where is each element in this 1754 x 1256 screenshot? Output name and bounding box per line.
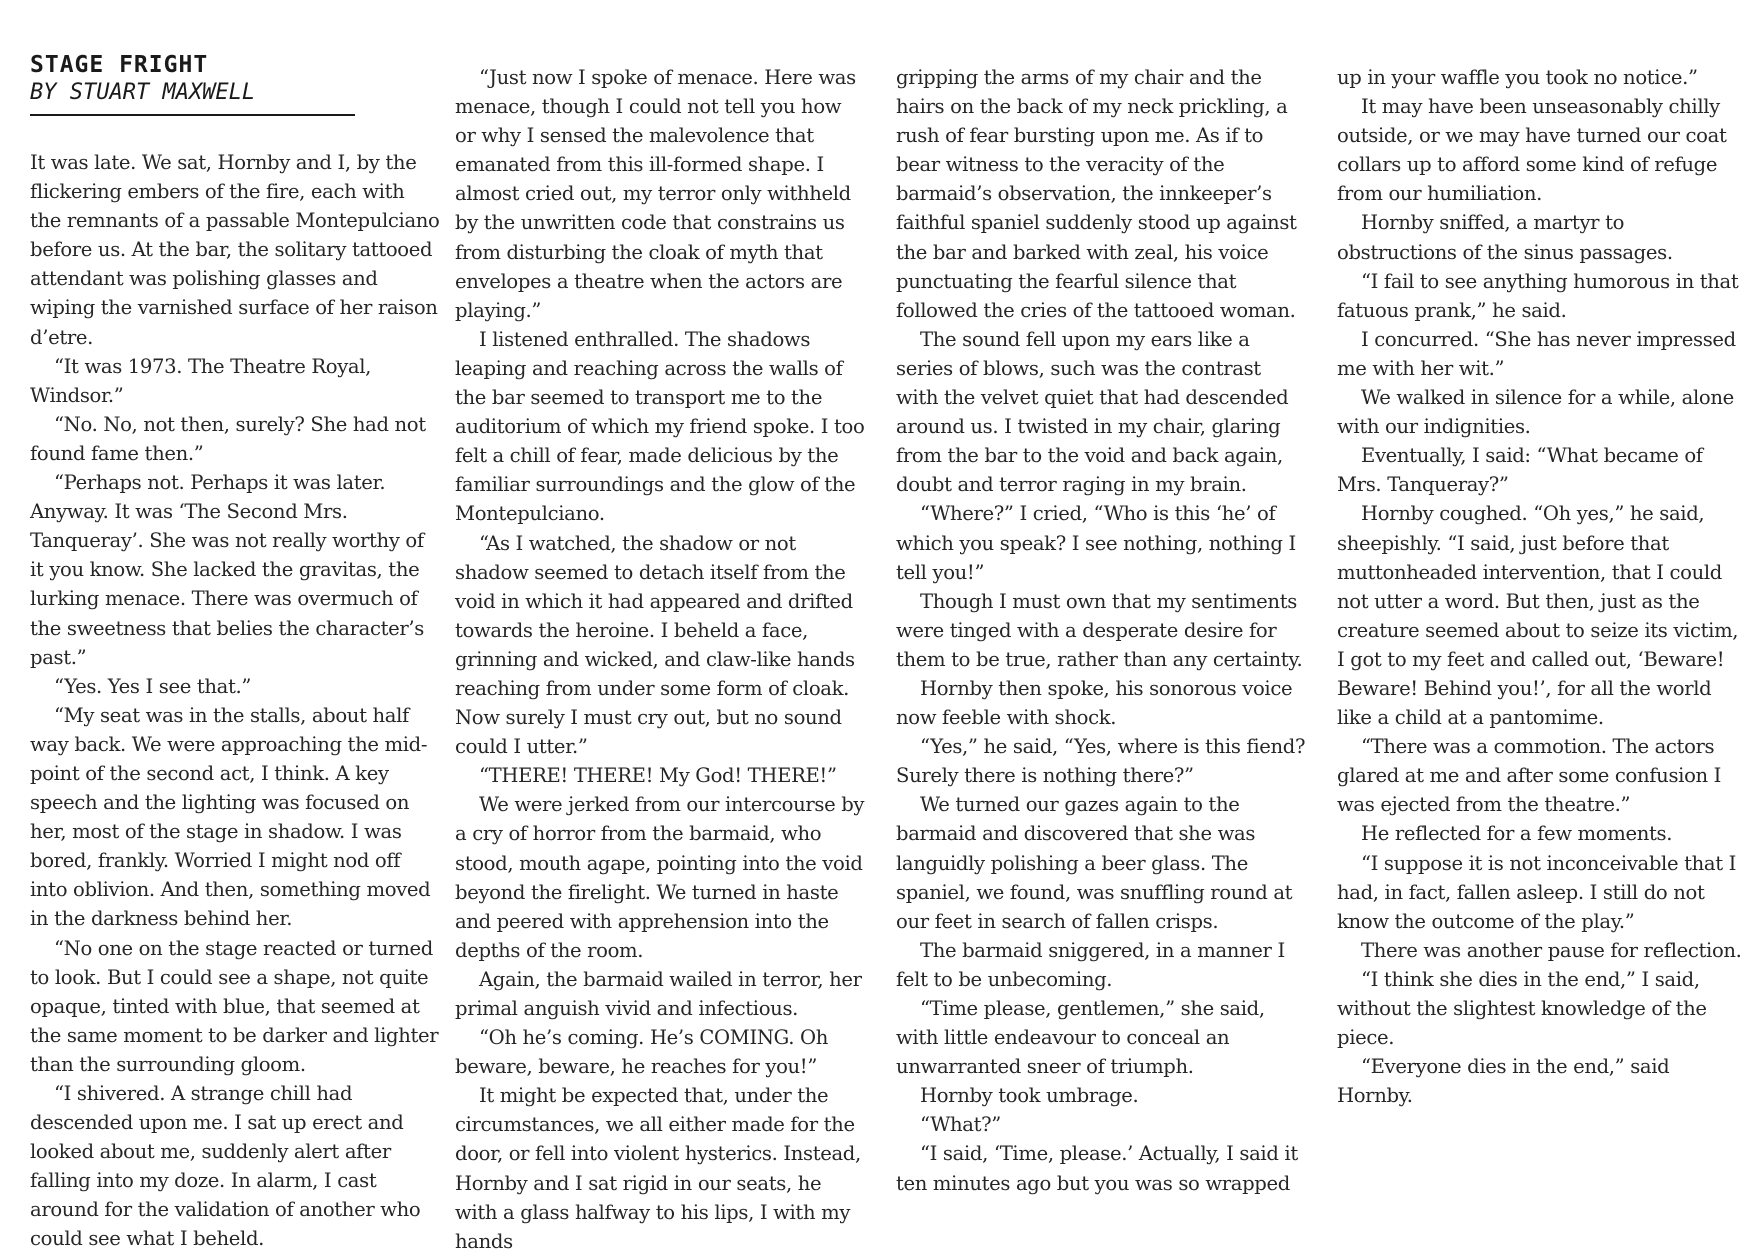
- paragraph: Again, the barmaid wailed in terror, her primal anguish vivid and infectious.: [455, 967, 862, 1020]
- paragraph: “No. No, not then, surely? She had not found fame then.”: [30, 412, 426, 465]
- header-rule: [30, 114, 355, 116]
- paragraph: “I think she dies in the end,” I said, without the slightest knowledge of the piece.: [1337, 967, 1707, 1050]
- paragraph: “I said, ‘Time, please.’ Actually, I said it ten minutes ago but you was so wrapped: [896, 1142, 1298, 1195]
- paragraph: It may have been unseasonably chilly outside, or we may have turned our coat collars up to afford some kind of refuge from our humiliation.: [1337, 95, 1727, 206]
- paragraph: I concurred. “She has never impressed me with her wit.”: [1337, 327, 1736, 380]
- text-column-4: [1337, 63, 1742, 1110]
- paragraph: We turned our gazes again to the barmaid and discovered that she was languidly polishing a beer glass. The spaniel, we found, was snuffling round at our feet in search of fallen crisps.: [896, 793, 1293, 933]
- paragraph: “Oh he’s coming. He’s COMING. Oh beware, beware, he reaches for you!”: [455, 1026, 828, 1079]
- paragraph: “No one on the stage reacted or turned to look. But I could see a shape, not quite opaque, tinted with blue, that seemed at the same moment to be darker and lighter than the surrounding gloom.: [30, 936, 439, 1076]
- paragraph: I listened enthralled. The shadows leaping and reaching across the walls of the bar seemed to transport me to the auditorium of which my friend spoke. I too felt a chill of fear, made delicious by the familiar surroundings and the glow of the Montepulciano.: [455, 327, 865, 526]
- paragraph: “It was 1973. The Theatre Royal, Windsor.”: [30, 354, 372, 407]
- paragraph: Hornby coughed. “Oh yes,” he said, sheepishly. “I said, just before that muttonheaded intervention, that I could not utter a word. But then, just as the creature seemed about to seize its victim, I got to my feet and called out, ‘Beware! Beware! Behind you!’, for all the world like a child at a pantomime.: [1337, 502, 1739, 730]
- paragraph: There was another pause for reflection.: [1361, 938, 1742, 962]
- paragraph: Hornby sniffed, a martyr to obstructions of the sinus passages.: [1337, 211, 1673, 264]
- paragraph: “My seat was in the stalls, about half way back. We were approaching the mid-point of the second act, I think. A key speech and the lighting was focused on her, most of the stage in shadow. I was bored, frankly. Worried I might nod off into oblivion. And then, something moved in the darkness behind her.: [30, 703, 431, 931]
- paragraph: “I suppose it is not inconceivable that I had, in fact, fallen asleep. I still do not know the outcome of the play.”: [1337, 851, 1737, 933]
- paragraph: gripping the arms of my chair and the hairs on the back of my neck prickling, a rush of fear bursting upon me. As if to bear witness to the veracity of the barmaid’s observation, the innkeeper’s faithful spaniel suddenly stood up against the bar and barked with zeal, his voice punctuating the fearful silence that followed the cries of the tattooed woman.: [896, 66, 1297, 322]
- paragraph: up in your waffle you took no notice.”: [1337, 66, 1698, 89]
- paragraph: “Where?” I cried, “Who is this ‘he’ of which you speak? I see nothing, nothing I tell you!”: [896, 502, 1296, 584]
- text-column-2: [455, 63, 865, 1256]
- paragraph: Hornby took umbrage.: [920, 1084, 1139, 1108]
- paragraph: “Yes,” he said, “Yes, where is this fiend? Surely there is nothing there?”: [896, 735, 1306, 788]
- paragraph: “As I watched, the shadow or not shadow seemed to detach itself from the void in which it had appeared and drifted towards the heroine. I beheld a face, grinning and wicked, and claw-like hands reaching from under some form of cloak. Now surely I must cry out, but no sound could I utter.”: [455, 531, 855, 759]
- paragraph: The sound fell upon my ears like a series of blows, such was the contrast with the velvet quiet that had descended around us. I twisted in my chair, glaring from the bar to the void and back again, doubt and terror raging in my brain.: [896, 327, 1289, 497]
- paragraph: “Yes. Yes I see that.”: [54, 674, 252, 698]
- paragraph: He reflected for a few moments.: [1361, 822, 1673, 846]
- paragraph: “Time please, gentlemen,” she said, with little endeavour to conceal an unwarranted sneer of triumph.: [896, 997, 1265, 1079]
- article-header: [30, 51, 360, 116]
- text-column-1: [30, 148, 440, 1254]
- paragraph: Hornby then spoke, his sonorous voice now feeble with shock.: [896, 676, 1293, 730]
- paragraph: It was late. We sat, Hornby and I, by the flickering embers of the fire, each with the remnants of a passable Montepulciano before us. At the bar, the solitary tattooed attendant was polishing glasses and wiping the varnished surface of her raison d’etre.: [30, 151, 440, 349]
- paragraph: The barmaid sniggered, in a manner I felt to be unbecoming.: [896, 938, 1285, 991]
- paragraph: “What?”: [920, 1113, 1001, 1137]
- paragraph: We walked in silence for a while, alone with our indignities.: [1337, 386, 1734, 439]
- paragraph: Eventually, I said: “What became of Mrs. Tanqueray?”: [1337, 444, 1703, 497]
- paragraph: “I fail to see anything humorous in that fatuous prank,” he said.: [1337, 269, 1739, 322]
- paragraph: “Just now I spoke of menace. Here was menace, though I could not tell you how or why I sensed the malevolence that emanated from this ill-formed shape. I almost cried out, my terror only withheld by the unwritten code that constrains us from disturbing the cloak of myth that envelopes a theatre when the actors are playing.”: [455, 66, 856, 322]
- paragraph: “THERE! THERE! My God! THERE!”: [479, 764, 837, 788]
- paragraph: “I shivered. A strange chill had descended upon me. I sat up erect and looked about me, suddenly alert after falling into my doze. In alarm, I cast around for the validation of another who could see what I beheld.: [30, 1082, 421, 1251]
- article-byline: BY STUART MAXWELL: [30, 80, 256, 105]
- paragraph: It might be expected that, under the circumstances, we all either made for the door, or fell into violent hysterics. Instead, Hornby and I sat rigid in our seats, he with a glass halfway to his lips, I with my hands: [455, 1084, 861, 1253]
- paragraph: “Everyone dies in the end,” said Hornby.: [1337, 1055, 1670, 1108]
- article-title: STAGE FRIGHT: [30, 52, 209, 78]
- paragraph: We were jerked from our intercourse by a cry of horror from the barmaid, who stood, mouth agape, pointing into the void beyond the firelight. We turned in haste and peered with apprehension into the depths of the room.: [455, 793, 865, 962]
- paragraph: “Perhaps not. Perhaps it was later. Anyway. It was ‘The Second Mrs. Tanqueray’. She was not really worthy of it you know. She lacked the gravitas, the lurking menace. There was overmuch of the sweetness that belies the character’s past.”: [30, 471, 424, 669]
- text-column-3: [896, 63, 1306, 1198]
- paragraph: “There was a commotion. The actors glared at me and after some confusion I was ejected from the theatre.”: [1337, 735, 1722, 817]
- paragraph: Though I must own that my sentiments were tinged with a desperate desire for them to be true, rather than any certainty.: [896, 589, 1303, 671]
